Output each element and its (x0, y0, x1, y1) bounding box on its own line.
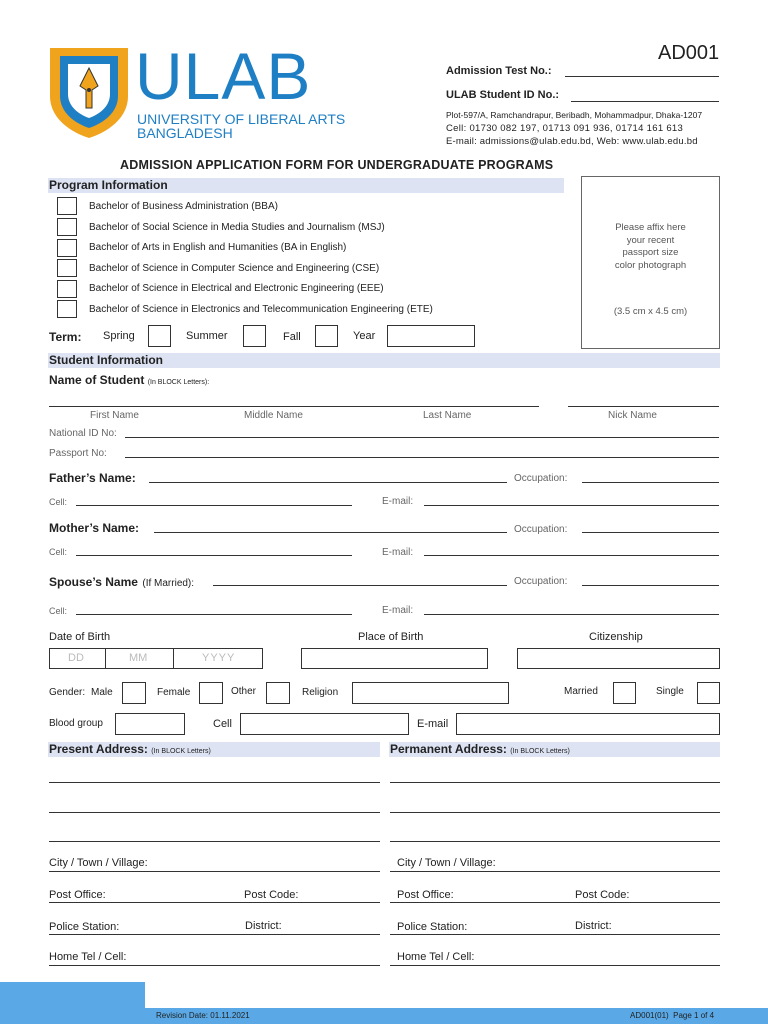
block-note: (In BLOCK Letters): (147, 379, 210, 386)
mother-cell-field[interactable] (76, 555, 352, 556)
student-info-title: Student Information (49, 353, 163, 367)
last-name-caption: Last Name (423, 410, 472, 421)
male-checkbox[interactable] (122, 682, 146, 704)
nick-name-caption: Nick Name (608, 410, 657, 421)
spouse-email-label: E-mail: (382, 605, 414, 616)
place-of-birth-field[interactable] (301, 648, 488, 669)
religion-field[interactable] (352, 682, 509, 704)
single-label: Single (656, 686, 684, 697)
dob-month-placeholder: MM (129, 652, 148, 664)
present-address-line[interactable] (49, 812, 380, 813)
present-address-line[interactable] (49, 782, 380, 783)
present-block-note: (In BLOCK Letters) (151, 748, 211, 755)
email-field[interactable] (456, 713, 720, 735)
present-police-station-label: Police Station: (49, 921, 120, 933)
present-district-label: District: (245, 920, 282, 932)
program-option-eee[interactable] (57, 280, 77, 298)
spouse-cell-label: Cell: (49, 606, 68, 616)
photo-line1: Please affix here (615, 222, 686, 233)
program-option-ete[interactable] (57, 300, 77, 318)
admission-test-field[interactable] (565, 76, 719, 77)
permanent-address-line[interactable] (390, 782, 720, 783)
photo-line2: your recent (626, 234, 675, 246)
program-option-msj[interactable] (57, 218, 77, 236)
present-address-title (49, 742, 211, 756)
permanent-city-field[interactable] (390, 871, 720, 872)
photo-line3: passport size (622, 247, 679, 258)
present-police-field[interactable] (49, 934, 380, 935)
spouse-occupation-label: Occupation: (514, 576, 568, 587)
address-line: Plot-597/A, Ramchandrapur, Beribadh, Mohammadpur, Dhaka-1207 (446, 110, 703, 120)
religion-label: Religion (302, 687, 339, 698)
national-id-field[interactable] (125, 437, 719, 438)
place-of-birth-label: Place of Birth (358, 631, 424, 643)
year-label: Year (353, 330, 376, 342)
name-of-student (49, 373, 209, 387)
student-name-field[interactable] (49, 406, 539, 407)
father-name-field[interactable] (149, 482, 507, 483)
program-info-title: Program Information (49, 178, 168, 192)
university-name-line2: BANGLADESH (137, 125, 233, 141)
father-email-field[interactable] (424, 505, 719, 506)
mother-occupation-label: Occupation: (514, 524, 568, 535)
permanent-police-station-label: Police Station: (397, 921, 468, 933)
spouse-occupation-field[interactable] (582, 585, 719, 586)
present-city-field[interactable] (49, 871, 380, 872)
spring-checkbox[interactable] (148, 325, 171, 347)
present-post-code-label: Post Code: (244, 889, 299, 901)
permanent-home-tel-field[interactable] (390, 965, 720, 966)
dob-label: Date of Birth (49, 631, 111, 643)
middle-name-caption: Middle Name (244, 410, 303, 421)
permanent-city-label: City / Town / Village: (397, 857, 496, 869)
passport-label: Passport No: (49, 448, 107, 459)
spring-label: Spring (103, 330, 135, 342)
brand-name: ULAB (135, 39, 312, 113)
father-cell-label: Cell: (49, 497, 68, 507)
cell-field[interactable] (240, 713, 409, 735)
citizenship-field[interactable] (517, 648, 720, 669)
citizenship-label: Citizenship (589, 631, 643, 643)
program-label-eee: Bachelor of Science in Electrical and Electronic Engineering (EEE) (89, 283, 384, 294)
permanent-address-label: Permanent Address: (390, 742, 507, 756)
permanent-address-title (390, 742, 570, 756)
blood-group-field[interactable] (115, 713, 185, 735)
student-id-field[interactable] (571, 101, 719, 102)
present-post-field[interactable] (49, 902, 380, 903)
father-cell-field[interactable] (76, 505, 352, 506)
summer-label: Summer (186, 330, 228, 342)
term-label: Term: (49, 330, 82, 344)
father-occupation-label: Occupation: (514, 473, 568, 484)
email-label: E-mail (417, 718, 449, 730)
spouse-name (49, 573, 194, 591)
student-id-label: ULAB Student ID No.: (446, 89, 560, 101)
permanent-post-field[interactable] (390, 902, 720, 903)
program-label-msj: Bachelor of Social Science in Media Studies and Journalism (MSJ) (89, 222, 385, 233)
permanent-address-line[interactable] (390, 812, 720, 813)
father-occupation-field[interactable] (582, 482, 719, 483)
female-checkbox[interactable] (199, 682, 223, 704)
permanent-police-field[interactable] (390, 934, 720, 935)
permanent-block-note: (In BLOCK Letters) (510, 748, 570, 755)
other-label: Other (231, 686, 257, 697)
father-name-label: Father’s Name: (49, 471, 136, 485)
form-title: ADMISSION APPLICATION FORM FOR UNDERGRADUATE PROGRAMS (120, 158, 554, 172)
photo-line4: color photograph (614, 259, 687, 271)
if-married-label: (If Married): (142, 578, 195, 589)
permanent-home-tel-label: Home Tel / Cell: (397, 951, 475, 963)
permanent-address-line[interactable] (390, 841, 720, 842)
summer-checkbox[interactable] (243, 325, 266, 347)
mother-email-field[interactable] (424, 555, 719, 556)
footer-accent-block (0, 982, 145, 1024)
mother-name-label: Mother’s Name: (49, 521, 140, 535)
program-label-english: Bachelor of Arts in English and Humanities (BA in English) (89, 242, 347, 253)
university-name-line1: UNIVERSITY OF LIBERAL ARTS (137, 111, 346, 127)
mother-occupation-field[interactable] (582, 532, 719, 533)
program-label-ete: Bachelor of Science in Electronics and Telecommunication Engineering (ETE) (89, 304, 433, 315)
blood-group-label: Blood group (49, 718, 103, 729)
mother-email-label: E-mail: (382, 547, 414, 558)
present-city-label: City / Town / Village: (49, 857, 148, 869)
ulab-crest-icon (46, 44, 132, 140)
cell-label: Cell (213, 718, 232, 730)
permanent-post-code-label: Post Code: (575, 889, 630, 901)
program-option-english[interactable] (57, 239, 77, 257)
present-home-tel-field[interactable] (49, 965, 380, 966)
spouse-name-field[interactable] (213, 585, 507, 586)
present-home-tel-label: Home Tel / Cell: (49, 951, 127, 963)
mother-name-field[interactable] (154, 532, 507, 533)
male-label: Male (91, 687, 113, 698)
program-option-bba[interactable] (57, 197, 77, 215)
year-field[interactable] (387, 325, 475, 347)
program-label-bba: Bachelor of Business Administration (BBA) (89, 201, 278, 212)
permanent-district-label: District: (575, 920, 612, 932)
female-label: Female (157, 687, 191, 698)
permanent-post-office-label: Post Office: (397, 889, 454, 901)
photo-instruction (581, 222, 720, 272)
photo-size: (3.5 cm x 4.5 cm) (613, 306, 688, 317)
spouse-name-label: Spouse’s Name (49, 575, 138, 589)
spouse-email-field[interactable] (424, 614, 719, 615)
father-email-label: E-mail: (382, 496, 414, 507)
single-checkbox[interactable] (697, 682, 720, 704)
married-checkbox[interactable] (613, 682, 636, 704)
first-name-caption: First Name (90, 410, 139, 421)
page-number: AD001(01) Page 1 of 4 (630, 1011, 715, 1020)
admission-test-label: Admission Test No.: (446, 65, 552, 77)
dob-day-placeholder: DD (68, 652, 84, 664)
passport-field[interactable] (125, 457, 719, 458)
ulab-logo (46, 44, 132, 140)
program-label-cse: Bachelor of Science in Computer Science and Engineering (CSE) (89, 263, 380, 274)
mother-cell-label: Cell: (49, 547, 68, 557)
present-address-label: Present Address: (49, 742, 148, 756)
dob-year-placeholder: YYYY (202, 652, 236, 664)
fall-label: Fall (283, 331, 301, 343)
form-code: AD001 (658, 42, 720, 64)
fall-checkbox[interactable] (315, 325, 338, 347)
name-label: Name of Student (49, 373, 145, 387)
national-id-label: National ID No: (49, 428, 117, 439)
nick-name-field[interactable] (568, 406, 719, 407)
spouse-cell-field[interactable] (76, 614, 352, 615)
other-checkbox[interactable] (266, 682, 290, 704)
present-address-line[interactable] (49, 841, 380, 842)
present-post-office-label: Post Office: (49, 889, 106, 901)
revision-date: Revision Date: 01.11.2021 (156, 1011, 250, 1020)
gender-label: Gender: (49, 687, 86, 698)
email-web-line: E-mail: admissions@ulab.edu.bd, Web: www.ulab.edu.bd (446, 136, 698, 147)
married-label: Married (564, 686, 598, 697)
program-option-cse[interactable] (57, 259, 77, 277)
cell-line: Cell: 01730 082 197, 01713 091 936, 01714 161 613 (446, 123, 684, 134)
